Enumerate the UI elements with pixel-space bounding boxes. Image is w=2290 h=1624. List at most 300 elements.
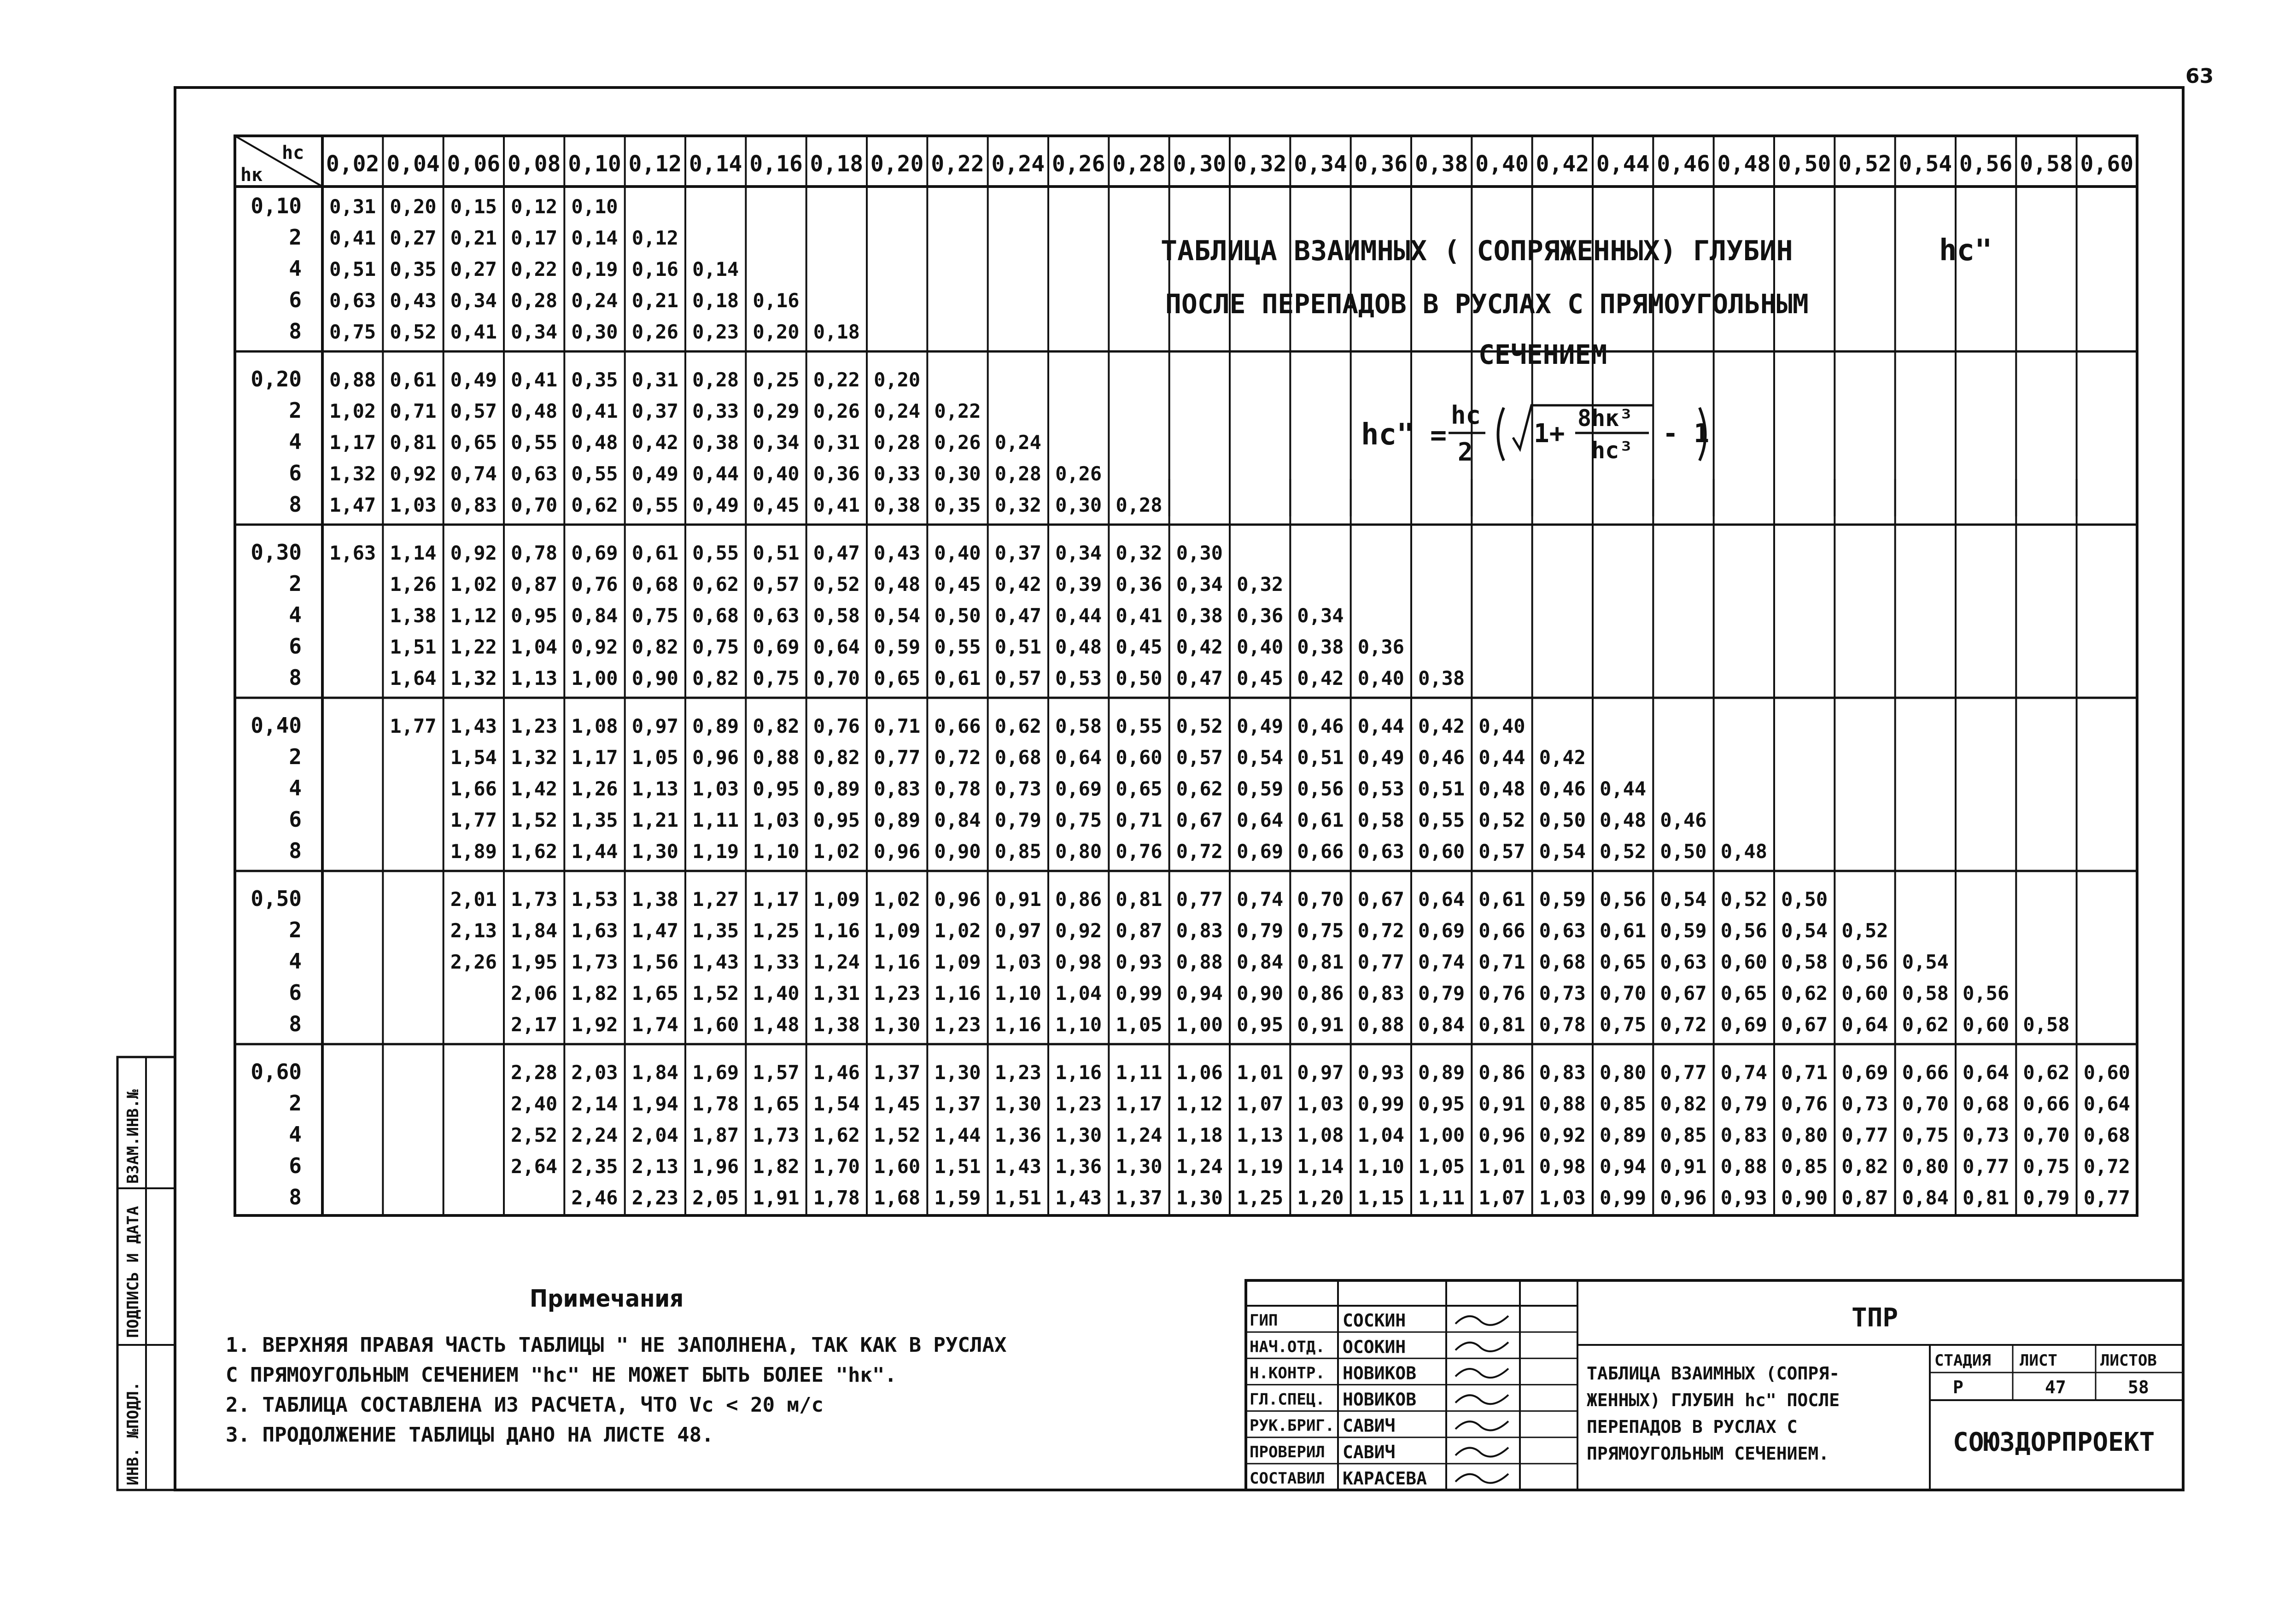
column-header: 0,02 [326,151,380,177]
table-cell: 1,32 [329,462,376,485]
table-cell: 0,56 [1720,919,1767,942]
table-cell: 1,13 [1237,1124,1284,1146]
table-cell: 0,70 [1297,888,1344,911]
table-cell: 0,68 [692,604,739,627]
column-header: 0,24 [991,151,1045,177]
table-cell: 0,74 [1237,888,1284,911]
table-cell: 1,42 [511,777,558,800]
table-cell: 1,70 [813,1155,860,1178]
table-cell: 0,77 [1963,1155,2010,1178]
table-cell: 0,61 [1478,888,1525,911]
table-cell: 1,37 [1116,1186,1163,1209]
table-cell: 0,45 [934,573,981,596]
table-cell: 0,39 [1055,573,1102,596]
table-cell: 0,41 [813,494,860,516]
table-cell: 0,69 [1055,777,1102,800]
table-cell: 0,62 [1781,982,1828,1005]
table-cell: 0,65 [1720,982,1767,1005]
table-cell: 1,96 [692,1155,739,1178]
table-cell: 1,15 [1357,1186,1404,1209]
table-cell: 0,46 [1539,777,1586,800]
table-cell: 0,83 [1720,1124,1767,1146]
column-header: 0,44 [1596,151,1650,177]
table-cell: 0,79 [1720,1092,1767,1115]
table-cell: 0,27 [450,258,497,280]
table-cell: 0,77 [1357,951,1404,973]
table-cell: 0,21 [450,227,497,249]
table-cell: 0,62 [2023,1061,2070,1084]
table-cell: 2,46 [571,1186,618,1209]
table-cell: 0,54 [1237,746,1284,769]
row-label: 6 [289,461,302,485]
table-cell: 1,56 [631,951,678,973]
table-cell: 0,68 [1539,951,1586,973]
table-cell: 0,85 [1600,1092,1647,1115]
table-cell: 0,80 [1055,840,1102,863]
side-stamp [117,1057,175,1490]
table-cell: 1,68 [874,1186,921,1209]
table-cell: 0,78 [511,542,558,564]
table-cell: 0,70 [2023,1124,2070,1146]
table-cell: 0,34 [1176,573,1223,596]
table-cell: 0,46 [1418,746,1465,769]
row-label: 8 [289,319,302,344]
table-cell: 0,30 [1055,494,1102,516]
table-cell: 0,64 [1055,746,1102,769]
table-cell: 1,14 [1297,1155,1344,1178]
table-cell: 1,03 [1297,1092,1344,1115]
table-cell: 0,33 [692,400,739,422]
table-cell: 0,67 [1781,1013,1828,1036]
stamp-sheets-label: ЛИСТОВ [2100,1351,2157,1370]
table-cell: 0,82 [813,746,860,769]
table-cell: 1,47 [329,494,376,516]
table-cell: 0,40 [1478,715,1525,737]
table-cell: 0,35 [390,258,437,280]
table-cell: 0,87 [1116,919,1163,942]
stamp-name: САВИЧ [1343,1415,1396,1436]
table-cell: 1,04 [511,636,558,658]
table-cell: 2,17 [511,1013,558,1036]
table-cell: 0,80 [1600,1061,1647,1084]
table-cell: 0,85 [1660,1124,1707,1146]
table-cell: 0,59 [1237,777,1284,800]
table-cell: 1,03 [994,951,1041,973]
corner-hk-label: hк [240,164,263,186]
table-cell: 1,37 [934,1092,981,1115]
table-cell: 0,26 [1055,462,1102,485]
table-cell: 0,59 [1660,919,1707,942]
table-cell: 0,84 [1237,951,1284,973]
table-cell: 1,01 [1237,1061,1284,1084]
table-cell: 0,42 [1539,746,1586,769]
table-cell: 0,57 [1176,746,1223,769]
table-cell: 0,77 [1176,888,1223,911]
formula-inner-num: 8hк³ [1577,405,1633,432]
stamp-sheets: 58 [2128,1377,2149,1397]
table-cell: 2,26 [450,951,497,973]
column-header: 0,14 [689,151,742,177]
table-cell: 0,63 [329,289,376,312]
table-cell: 0,60 [1116,746,1163,769]
table-cell: 1,94 [631,1092,678,1115]
table-cell: 0,54 [1539,840,1586,863]
table-cell: 1,30 [1176,1186,1223,1209]
table-cell: 2,06 [511,982,558,1005]
table-cell: 0,71 [1781,1061,1828,1084]
table-cell: 0,74 [1720,1061,1767,1084]
table-cell: 0,94 [1176,982,1223,1005]
table-cell: 0,64 [1963,1061,2010,1084]
table-cell: 1,23 [511,715,558,737]
table-cell: 0,50 [1781,888,1828,911]
column-header: 0,42 [1536,151,1589,177]
table-cell: 0,31 [631,368,678,391]
signature-icon [1455,1368,1508,1378]
table-cell: 0,54 [874,604,921,627]
row-label: 0,60 [251,1059,302,1084]
table-cell: 0,74 [450,462,497,485]
table-cell: 0,44 [1055,604,1102,627]
table-cell: 1,54 [813,1092,860,1115]
table-cell: 0,21 [631,289,678,312]
note-line: С ПРЯМОУГОЛЬНЫМ СЕЧЕНИЕМ "hc" НЕ МОЖЕТ БЫТЬ БОЛЕЕ "hк". [226,1363,897,1387]
table-cell: 1,09 [934,951,981,973]
table-cell: 1,63 [329,542,376,564]
table-cell: 0,68 [994,746,1041,769]
stamp-name: СОСКИН [1343,1310,1406,1331]
table-cell: 1,07 [1237,1092,1284,1115]
signature-icon [1455,1421,1508,1431]
table-cell: 0,42 [994,573,1041,596]
table-cell: 0,88 [1720,1155,1767,1178]
table-cell: 0,24 [874,400,921,422]
table-cell: 1,43 [450,715,497,737]
table-cell: 1,04 [1055,982,1102,1005]
row-label: 2 [289,1091,302,1116]
table-cell: 0,89 [874,809,921,831]
table-cell: 0,28 [692,368,739,391]
table-cell: 1,26 [390,573,437,596]
table-cell: 0,67 [1357,888,1404,911]
table-cell: 0,31 [329,195,376,218]
table-cell: 0,29 [753,400,800,422]
table-cell: 0,58 [1055,715,1102,737]
table-cell: 0,75 [2023,1155,2070,1178]
table-cell: 0,52 [1176,715,1223,737]
table-cell: 0,34 [511,321,558,343]
table-cell: 1,51 [390,636,437,658]
table-cell: 0,88 [1539,1092,1586,1115]
table-cell: 0,62 [994,715,1041,737]
table-cell: 0,42 [1176,636,1223,658]
table-cell: 2,01 [450,888,497,911]
column-header: 0,52 [1838,151,1892,177]
table-cell: 2,24 [571,1124,618,1146]
table-cell: 0,72 [1357,919,1404,942]
table-cell: 0,62 [692,573,739,596]
table-cell: 0,65 [874,667,921,689]
table-cell: 0,15 [450,195,497,218]
table-cell: 0,81 [390,431,437,454]
table-cell: 0,24 [994,431,1041,454]
table-cell: 0,65 [1600,951,1647,973]
table-cell: 0,48 [1478,777,1525,800]
table-cell: 0,23 [692,321,739,343]
row-label: 6 [289,1153,302,1178]
table-cell: 0,71 [390,400,437,422]
formula-num: hc [1451,401,1481,430]
table-cell: 0,62 [1176,777,1223,800]
column-header: 0,48 [1717,151,1771,177]
stamp-name: САВИЧ [1343,1442,1396,1462]
stamp-name: НОВИКОВ [1343,1363,1417,1384]
table-cell: 0,88 [753,746,800,769]
table-cell: 0,10 [571,195,618,218]
column-header: 0,30 [1173,151,1227,177]
table-cell: 1,92 [571,1013,618,1036]
stamp-role: РУК.БРИГ. [1250,1416,1335,1435]
table-cell: 0,78 [934,777,981,800]
table-cell: 0,38 [1297,636,1344,658]
table-cell: 0,99 [1357,1092,1404,1115]
row-label: 6 [289,807,302,832]
table-cell: 1,91 [753,1186,800,1209]
table-cell: 1,51 [994,1186,1041,1209]
table-cell: 0,51 [1297,746,1344,769]
table-cell: 0,70 [511,494,558,516]
table-cell: 1,43 [692,951,739,973]
table-cell: 0,82 [692,667,739,689]
row-label: 8 [289,665,302,690]
table-cell: 0,55 [1116,715,1163,737]
table-cell: 1,02 [934,919,981,942]
table-cell: 0,58 [1902,982,1949,1005]
table-cell: 0,28 [874,431,921,454]
table-cell: 1,66 [450,777,497,800]
table-cell: 2,03 [571,1061,618,1084]
table-cell: 1,08 [1297,1124,1344,1146]
table-cell: 0,40 [753,462,800,485]
stamp-description-line: ЖЕННЫХ) ГЛУБИН hc" ПОСЛЕ [1587,1390,1840,1410]
table-cell: 1,02 [450,573,497,596]
table-cell: 1,95 [511,951,558,973]
table-cell: 0,64 [2083,1092,2130,1115]
column-header: 0,36 [1354,151,1408,177]
table-cell: 0,33 [874,462,921,485]
table-cell: 0,92 [450,542,497,564]
formula-paren-left [1498,408,1504,461]
stamp-code: ТПР [1852,1303,1899,1333]
table-cell: 0,68 [2083,1124,2130,1146]
table-cell: 0,79 [994,809,1041,831]
table-cell: 1,08 [571,715,618,737]
table-cell: 1,31 [813,982,860,1005]
table-cell: 1,09 [813,888,860,911]
table-cell: 0,25 [753,368,800,391]
table-cell: 1,10 [994,982,1041,1005]
table-cell: 0,55 [631,494,678,516]
table-cell: 0,22 [511,258,558,280]
stamp-role: ГЛ.СПЕЦ. [1250,1390,1325,1409]
row-label: 0,20 [251,367,302,391]
table-cell: 0,55 [1418,809,1465,831]
table-cell: 1,18 [1176,1124,1223,1146]
table-cell: 0,32 [1116,542,1163,564]
table-cell: 0,81 [1963,1186,2010,1209]
table-cell: 0,93 [1357,1061,1404,1084]
table-cell: 0,72 [1660,1013,1707,1036]
table-cell: 1,32 [450,667,497,689]
table-cell: 0,73 [1963,1124,2010,1146]
row-label: 0,50 [251,886,302,911]
table-cell: 0,52 [1720,888,1767,911]
table-cell: 0,48 [874,573,921,596]
table-cell: 1,20 [1297,1186,1344,1209]
table-cell: 0,83 [1176,919,1223,942]
table-cell: 0,49 [692,494,739,516]
table-cell: 1,60 [874,1155,921,1178]
table-cell: 0,91 [1297,1013,1344,1036]
title-block [1246,1280,2183,1490]
side-stamp-vzam: ВЗАМ.ИНВ.№ [124,1089,142,1184]
table-cell: 0,90 [631,667,678,689]
table-cell: 0,50 [1116,667,1163,689]
table-cell: 0,70 [1902,1092,1949,1115]
stamp-name: КАРАСЕВА [1343,1468,1427,1489]
table-cell: 0,52 [1600,840,1647,863]
table-cell: 0,96 [934,888,981,911]
table-cell: 1,12 [450,604,497,627]
table-cell: 1,53 [571,888,618,911]
table-cell: 1,23 [994,1061,1041,1084]
table-cell: 1,03 [1539,1186,1586,1209]
table-cell: 0,36 [1357,636,1404,658]
row-label: 2 [289,398,302,423]
row-label: 4 [289,429,302,454]
table-cell: 0,58 [1781,951,1828,973]
table-cell: 1,57 [753,1061,800,1084]
table-cell: 0,51 [1418,777,1465,800]
column-header: 0,56 [1959,151,2013,177]
signature-icon [1455,1395,1508,1404]
table-cell: 0,75 [692,636,739,658]
table-cell: 0,84 [1418,1013,1465,1036]
table-cell: 0,71 [1116,809,1163,831]
row-label: 4 [289,602,302,627]
row-label: 8 [289,838,302,863]
table-cell: 0,75 [753,667,800,689]
column-header: 0,18 [810,151,864,177]
table-cell: 1,24 [813,951,860,973]
table-cell: 0,63 [753,604,800,627]
table-cell: 1,00 [571,667,618,689]
table-cell: 0,61 [390,368,437,391]
table-cell: 0,55 [511,431,558,454]
formula-tail: - 1 [1663,419,1710,449]
column-header: 0,08 [507,151,561,177]
table-cell: 1,36 [1055,1155,1102,1178]
table-cell: 0,64 [1841,1013,1888,1036]
table-cell: 0,75 [1600,1013,1647,1036]
table-cell: 0,61 [934,667,981,689]
table-cell: 2,40 [511,1092,558,1115]
table-cell: 1,69 [692,1061,739,1084]
table-cell: 0,69 [753,636,800,658]
table-cell: 0,66 [1478,919,1525,942]
table-cell: 0,97 [631,715,678,737]
table-cell: 0,86 [1055,888,1102,911]
table-cell: 1,73 [511,888,558,911]
table-cell: 1,54 [450,746,497,769]
formula-inner-den: hc³ [1591,437,1633,464]
signature-icon [1455,1316,1508,1325]
table-cell: 0,90 [934,840,981,863]
column-header: 0,50 [1777,151,1831,177]
table-cell: 0,56 [1963,982,2010,1005]
table-cell: 0,18 [813,321,860,343]
table-cell: 1,17 [571,746,618,769]
table-cell: 2,13 [450,919,497,942]
table-cell: 0,51 [329,258,376,280]
side-stamp-podpis: ПОДПИСЬ И ДАТА [124,1206,142,1338]
column-header: 0,58 [2020,151,2073,177]
table-cell: 0,94 [1600,1155,1647,1178]
row-label: 2 [289,571,302,596]
table-cell: 0,34 [1055,542,1102,564]
table-cell: 1,48 [753,1013,800,1036]
table-cell: 0,28 [511,289,558,312]
table-cell: 0,41 [450,321,497,343]
table-cell: 0,92 [390,462,437,485]
table-cell: 1,10 [753,840,800,863]
table-cell: 0,92 [1055,919,1102,942]
table-cell: 0,96 [874,840,921,863]
table-cell: 2,04 [631,1124,678,1146]
side-stamp-inv-podl: ИНВ. №ПОДЛ. [124,1381,142,1485]
table-cell: 0,58 [813,604,860,627]
table-cell: 0,88 [1176,951,1223,973]
table-cell: 0,48 [1720,840,1767,863]
table-cell: 0,66 [2023,1092,2070,1115]
row-label: 0,30 [251,540,302,565]
table-cell: 1,27 [692,888,739,911]
table-cell: 0,44 [1600,777,1647,800]
table-cell: 0,95 [1418,1092,1465,1115]
table-cell: 0,46 [1660,809,1707,831]
table-cell: 0,34 [1297,604,1344,627]
table-cell: 0,59 [1539,888,1586,911]
table-cell: 0,60 [1841,982,1888,1005]
note-line: 3. ПРОДОЛЖЕНИЕ ТАБЛИЦЫ ДАНО НА ЛИСТЕ 48. [226,1423,714,1447]
table-cell: 0,87 [511,573,558,596]
table-cell: 1,16 [874,951,921,973]
table-cell: 1,19 [692,840,739,863]
table-cell: 0,83 [450,494,497,516]
table-cell: 0,65 [1116,777,1163,800]
column-header: 0,28 [1112,151,1166,177]
column-header: 0,60 [2080,151,2134,177]
table-cell: 1,25 [1237,1186,1284,1209]
stamp-role: НАЧ.ОТД. [1250,1338,1325,1356]
table-cell: 0,56 [1600,888,1647,911]
table-cell: 0,98 [1539,1155,1586,1178]
column-header: 0,20 [870,151,924,177]
table-cell: 0,44 [1357,715,1404,737]
table-cell: 0,76 [1781,1092,1828,1115]
table-cell: 1,35 [571,809,618,831]
table-cell: 0,47 [813,542,860,564]
